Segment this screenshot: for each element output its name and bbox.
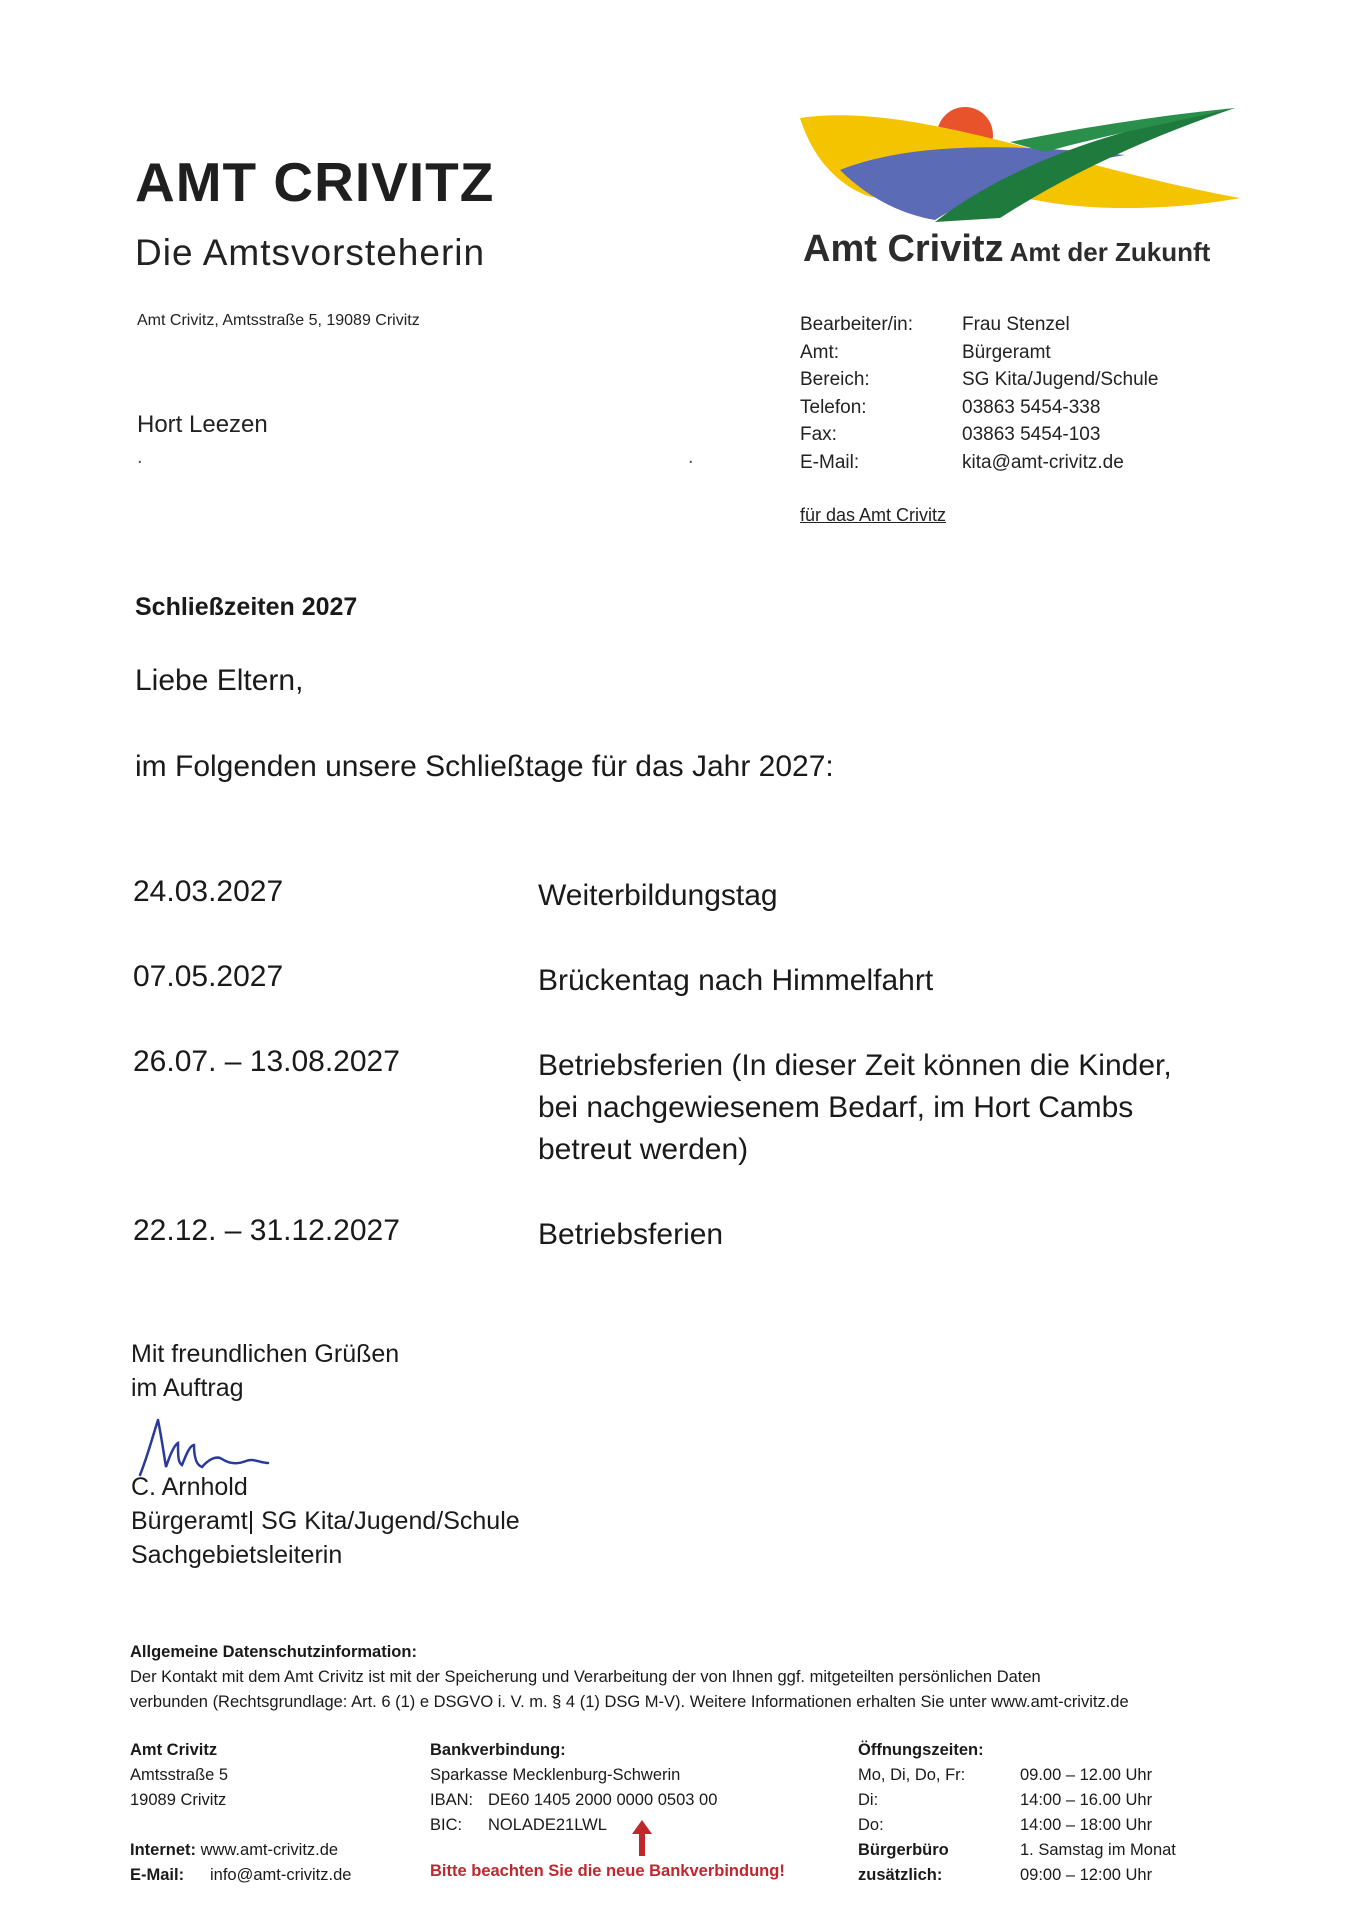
footer-spacer (130, 1813, 351, 1838)
bank-title: Bankverbindung: (430, 1741, 566, 1759)
closure-item (133, 1214, 1233, 1256)
sender-address-line: Amt Crivitz, Amtsstraße 5, 19089 Crivitz (137, 312, 420, 329)
contact-block (800, 311, 1200, 476)
hours-value: 09:00 – 12:00 Uhr (1020, 1866, 1153, 1884)
closure-item (133, 875, 1233, 917)
footer-internet (130, 1838, 351, 1863)
closing-greeting: Mit freundlichen Grüßen (131, 1340, 400, 1368)
footer-street: Amtsstraße 5 (130, 1766, 229, 1784)
footer-hours (858, 1738, 1176, 1888)
hours-row (858, 1763, 1176, 1788)
email-label: E-Mail: (130, 1866, 185, 1884)
contact-value: 03863 5454-103 (962, 424, 1101, 445)
contact-row (800, 421, 1200, 449)
contact-row (800, 311, 1200, 339)
hours-value: 14:00 – 18:00 Uhr (1020, 1816, 1153, 1834)
signer-role: Sachgebietsleiterin (131, 1541, 343, 1569)
bank-iban (430, 1788, 717, 1813)
closure-date: 07.05.2027 (133, 960, 284, 993)
hours-row (858, 1838, 1176, 1863)
logo-graphic (795, 100, 1245, 230)
closure-list (133, 875, 1233, 1256)
internet-label: Internet: (130, 1841, 196, 1859)
contact-label: E-Mail: (800, 451, 860, 473)
logo-name: Amt Crivitz (803, 228, 1004, 270)
arrow-up-icon (630, 1818, 654, 1858)
privacy-text: verbunden (Rechtsgrundlage: Art. 6 (1) e DSGVO i. V. m. § 4 (1) DSG M-V). Weitere Informationen erhalten Sie unter www.amt-crivitz.de (130, 1693, 1129, 1711)
salutation: Liebe Eltern, (135, 664, 304, 697)
letter-subject: Schließzeiten 2027 (135, 593, 358, 621)
hours-label: Do: (858, 1816, 884, 1834)
iban-label: IBAN: (430, 1791, 474, 1809)
hours-title: Öffnungszeiten: (858, 1741, 984, 1759)
footer-address (130, 1738, 351, 1888)
closure-item (133, 960, 1233, 1002)
footer-email (130, 1863, 351, 1888)
hours-value: 14:00 – 16.00 Uhr (1020, 1791, 1153, 1809)
contact-email-link[interactable]: kita@amt-crivitz.de (962, 451, 1124, 473)
hours-row (858, 1788, 1176, 1813)
bank-change-notice: Bitte beachten Sie die neue Bankverbindung! (430, 1862, 785, 1880)
hours-label: Di: (858, 1791, 879, 1809)
contact-label: Bearbeiter/in: (800, 314, 914, 335)
footer-email-link[interactable]: info@amt-crivitz.de (210, 1866, 352, 1884)
contact-row (800, 366, 1200, 394)
closure-description: Brückentag nach Himmelfahrt (538, 964, 934, 997)
contact-value: Bürgeramt (962, 341, 1051, 363)
privacy-text: Der Kontakt mit dem Amt Crivitz ist mit der Speicherung und Verarbeitung der von Ihnen ggf. mitgeteilten persönlichen Daten (130, 1668, 1041, 1686)
logo-slogan: Amt der Zukunft (1009, 237, 1211, 267)
closure-item (133, 1045, 1233, 1171)
website-link[interactable]: www.amt-crivitz.de (200, 1841, 339, 1859)
hours-label: Bürgerbüro (858, 1841, 949, 1859)
hours-row (858, 1813, 1176, 1838)
footer-city: 19089 Crivitz (130, 1791, 227, 1809)
hours-value: 09.00 – 12.00 Uhr (1020, 1766, 1153, 1784)
hours-label: zusätzlich: (858, 1866, 943, 1884)
amt-crivitz-logo (795, 100, 1245, 285)
contact-label: Fax: (800, 424, 837, 445)
signer-department: Bürgeramt| SG Kita/Jugend/Schule (131, 1507, 520, 1535)
signer-name: C. Arnhold (131, 1473, 248, 1501)
intro-text: im Folgenden unsere Schließtage für das Jahr 2027: (135, 750, 834, 783)
org-subtitle: Die Amtsvorsteherin (135, 232, 486, 273)
contact-value: 03863 5454-338 (962, 396, 1101, 418)
closure-description: Weiterbildungstag (538, 879, 778, 912)
logo-wordmark (803, 228, 1210, 271)
closing-block (131, 1337, 399, 1405)
contact-row (800, 449, 1200, 477)
footer-org-name: Amt Crivitz (130, 1741, 218, 1759)
recipient-name: Hort Leezen (137, 411, 268, 438)
closure-date: 22.12. – 31.12.2027 (133, 1214, 400, 1247)
scan-speck: . (688, 446, 694, 468)
bic-value: NOLADE21LWL (488, 1816, 607, 1834)
contact-label: Bereich: (800, 369, 870, 390)
bank-bic (430, 1813, 717, 1838)
hours-row (858, 1863, 1176, 1888)
contact-value: SG Kita/Jugend/Schule (962, 369, 1159, 390)
footer-bank (430, 1738, 717, 1838)
contact-row (800, 394, 1200, 422)
on-behalf-line: für das Amt Crivitz (800, 505, 947, 525)
privacy-notice (130, 1640, 1250, 1715)
closure-date: 24.03.2027 (133, 875, 284, 908)
signer-block (131, 1470, 520, 1572)
closure-description: Betriebsferien (In dieser Zeit können die Kinder, bei nachgewiesenem Bedarf, im Hort Cambs betreut werden) (538, 1049, 1172, 1166)
bank-name: Sparkasse Mecklenburg-Schwerin (430, 1766, 681, 1784)
contact-value: Frau Stenzel (962, 314, 1070, 335)
closure-date: 26.07. – 13.08.2027 (133, 1045, 400, 1078)
bic-label: BIC: (430, 1816, 463, 1834)
contact-label: Telefon: (800, 396, 867, 418)
scan-speck: . (137, 446, 143, 468)
hours-label: Mo, Di, Do, Fr: (858, 1766, 966, 1784)
contact-label: Amt: (800, 341, 840, 363)
hours-value: 1. Samstag im Monat (1020, 1841, 1176, 1859)
privacy-title: Allgemeine Datenschutzinformation: (130, 1643, 417, 1661)
contact-row (800, 339, 1200, 367)
closing-authority: im Auftrag (131, 1374, 244, 1402)
org-title: AMT CRIVITZ (135, 151, 495, 213)
closure-description: Betriebsferien (538, 1218, 724, 1251)
iban-value: DE60 1405 2000 0000 0503 00 (488, 1791, 718, 1809)
